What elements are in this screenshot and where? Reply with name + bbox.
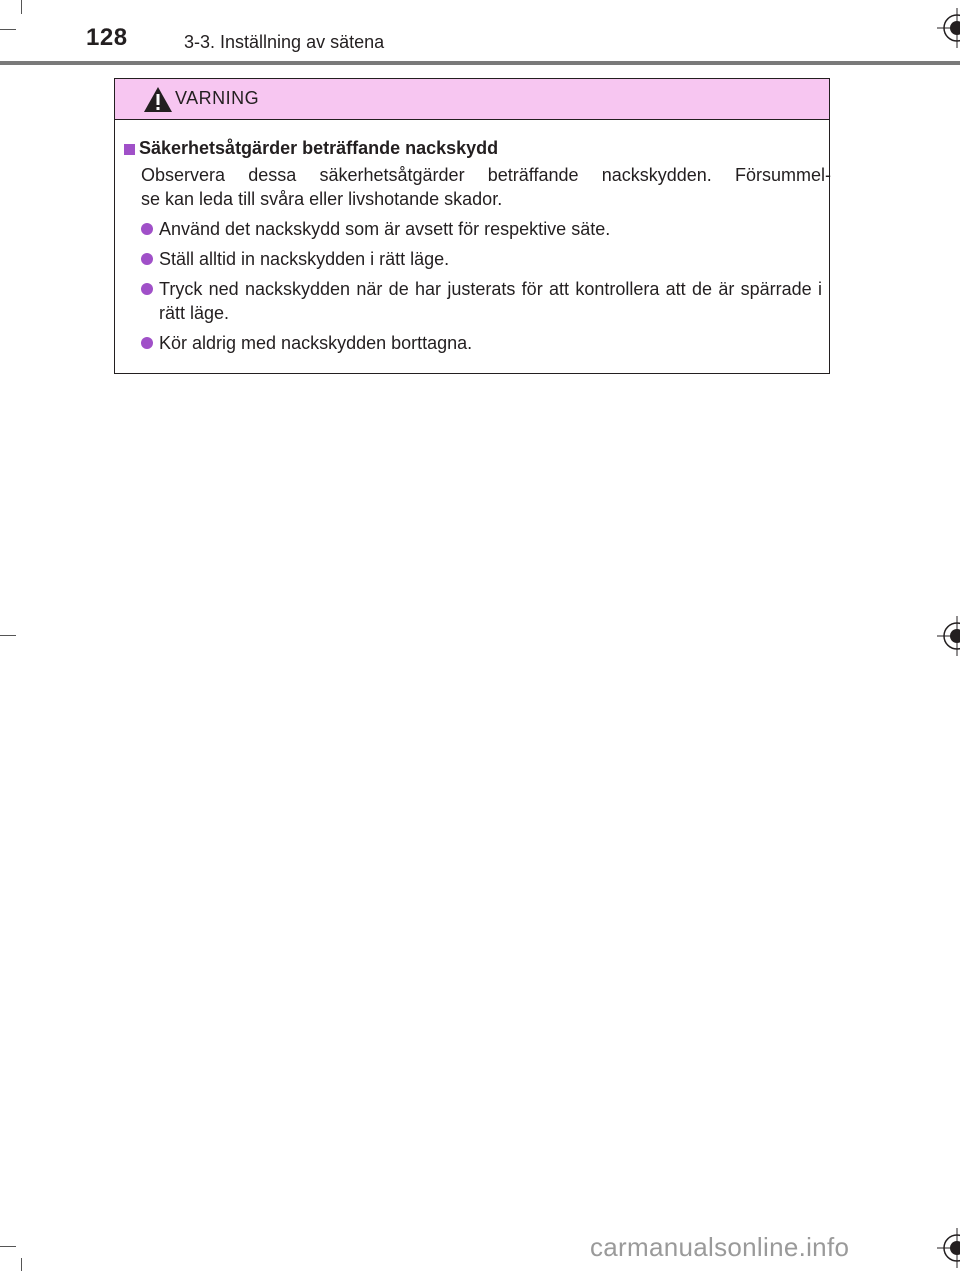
list-item	[124, 331, 822, 355]
list-item	[124, 247, 822, 271]
warning-subheading	[124, 136, 822, 160]
bullet-text: Tryck ned nackskydden när de har justerats för att kontrollera att de är spärrade i rätt läge.	[159, 279, 822, 323]
warning-triangle-icon	[143, 86, 173, 113]
round-bullet-icon	[141, 283, 153, 295]
paragraph-line-1: Observera dessa säkerhetsåtgärder beträffande nackskydden. Försummel-	[141, 165, 831, 185]
round-bullet-icon	[141, 253, 153, 265]
watermark: carmanualsonline.info	[590, 1232, 850, 1262]
round-bullet-icon	[141, 223, 153, 235]
crop-mark-mid-left	[0, 635, 16, 636]
crop-mark-top-left-vertical	[21, 0, 22, 14]
list-item	[124, 277, 822, 325]
registration-mark-bottom-right-icon	[937, 1228, 960, 1268]
subheading-text: Säkerhetsåtgärder beträffande nackskydd	[139, 138, 499, 158]
warning-label: VARNING	[175, 88, 260, 108]
bullet-text: Kör aldrig med nackskydden borttagna.	[159, 333, 473, 353]
warning-header	[115, 79, 829, 120]
warning-box	[114, 78, 830, 374]
crop-mark-bottom-left	[0, 1246, 16, 1247]
warning-body	[115, 136, 829, 355]
crop-mark-top-left	[0, 29, 16, 30]
list-item	[124, 217, 822, 241]
crop-mark-bottom-left-vertical	[21, 1258, 22, 1271]
bullet-text: Använd det nackskydd som är avsett för respektive säte.	[159, 219, 611, 239]
square-bullet-icon	[124, 144, 135, 155]
paragraph-line-2: se kan leda till svåra eller livshotande skador.	[141, 189, 503, 209]
section-title: 3-3. Inställning av sätena	[184, 32, 385, 52]
warning-paragraph	[141, 163, 831, 211]
bullet-text: Ställ alltid in nackskydden i rätt läge.	[159, 249, 450, 269]
header-rule	[0, 61, 960, 65]
round-bullet-icon	[141, 337, 153, 349]
page-number: 128	[86, 24, 128, 51]
registration-mark-top-right-icon	[937, 8, 960, 48]
registration-mark-mid-right-icon	[937, 616, 960, 656]
